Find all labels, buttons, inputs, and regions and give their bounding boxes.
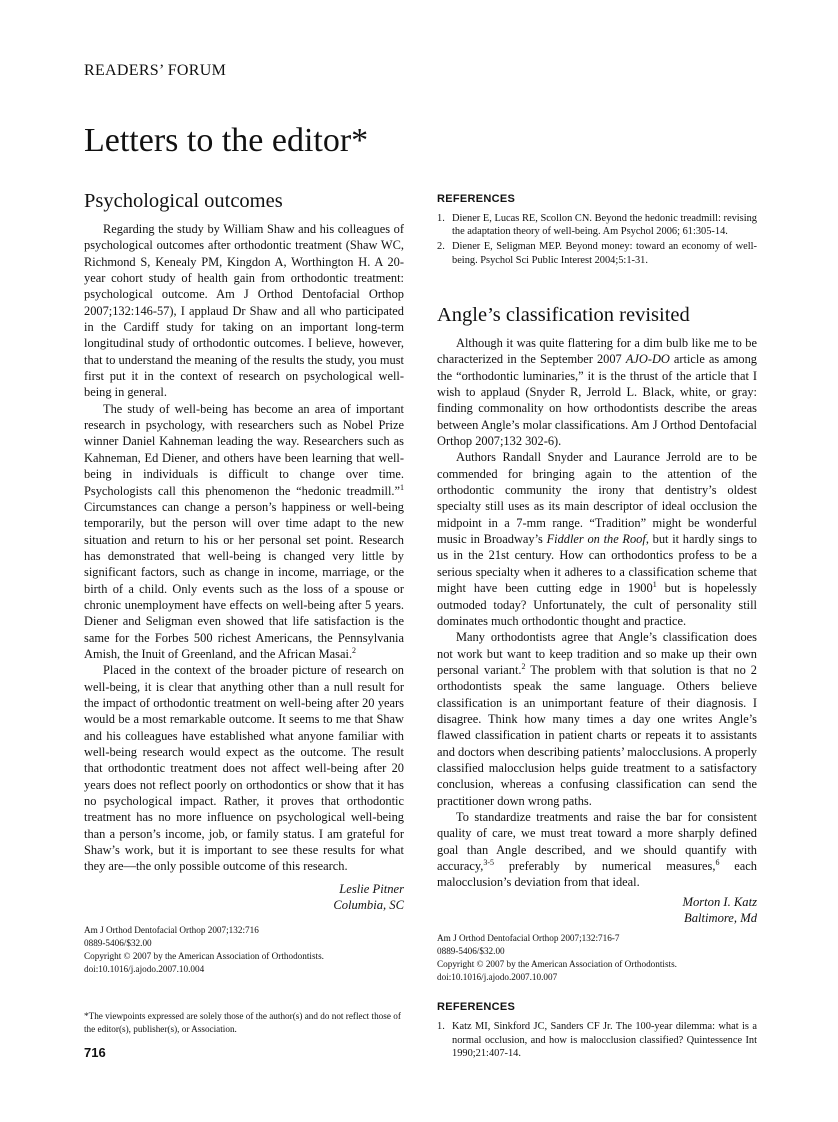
references-list xyxy=(437,212,757,267)
letter-angles-classification xyxy=(437,304,757,1062)
paragraph xyxy=(437,335,757,449)
reference-text: Diener E, Lucas RE, Scollon CN. Beyond the hedonic treadmill: revising the adaptation theory of well-being. Am Psychol 2006; 61:305-14. xyxy=(452,213,757,238)
text-run: Circumstances can change a person’s happiness or well-being temporarily, but the person will over time adapt to the new situation and return to his or her personal set point. Research has demonstrated that well-being is changed very little by significant factors, such as change in income, marriage, or the birth of a child. Only events such as the loss of a spouse or chronic unemployment have effects on well-being after 5 years. Diener and Seligman even showed that life satisfaction is the same for the Forbes 500 richest Americans, the Pennsylvania Amish, the Inuit of Greenland, and the African Masai. xyxy=(84,499,404,661)
text-run: article as among the “orthodontic luminaries,” it is the thrust of the article that I wish to applaud (Snyder R, Jerrold L. Black, white, or gray: finding commonality on how orthodontists describe the areas between Angle’s molar classifications. Am J Orthod Dentofacial Orthop 2007;132 302-6). xyxy=(437,352,757,449)
footnote: *The viewpoints expressed are solely those of the author(s) and do not reflect those of the editor(s), publisher(s), or Association. xyxy=(84,1011,401,1034)
page-title: Letters to the editor* xyxy=(84,122,369,159)
author-name: Leslie Pitner xyxy=(339,881,404,896)
reference-number: 2. xyxy=(437,241,445,253)
letter-body xyxy=(437,335,757,891)
citation-line: doi:10.1016/j.ajodo.2007.10.007 xyxy=(437,971,558,982)
text-run: Regarding the study by William Shaw and his colleagues of psychological outcomes after orthodontic treatment (Shaw WC, Richmond S, Kenealy PM, Kingdon A, Worthington H. A 20-year cohort study of health gain from orthodontic treatment: psychological outcome. Am J Orthod Dentofacial Orthop 2007;132:146-57), I applaud Dr Shaw and all who participated in the Cardiff study for taking on an important long-term longitudinal study of orthodontic outcomes. I believe, however, that to understand the meaning of the results the study, you must first put it in the context of research on psychological well-being in general. xyxy=(84,222,404,400)
reference-text: Diener E, Seligman MEP. Beyond money: toward an economy of well-being. Psychol Sci Public Interest 2004;5:1-31. xyxy=(452,241,757,266)
author-location: Columbia, SC xyxy=(333,898,404,913)
citation-line: Copyright © 2007 by the American Association of Orthodontists. xyxy=(437,958,677,969)
reference-number: 1. xyxy=(437,213,445,224)
reference-marker: 2 xyxy=(521,661,526,671)
text-run: Many orthodontists agree that Angle’s classification does not work but want to keep tradition and so make up their own personal variant. xyxy=(437,630,757,677)
reference-number: 1. xyxy=(437,1021,445,1033)
letter-psychological-outcomes xyxy=(84,190,404,976)
citation-block xyxy=(84,924,404,975)
paragraph xyxy=(84,221,404,401)
citation-line: Am J Orthod Dentofacial Orthop 2007;132:716-7 xyxy=(437,933,620,944)
text-run: The study of well-being has become an area of important research in psychology, with researchers such as Nobel Prize winner Daniel Kahneman leading the way. Researchers such as Kahneman, Ed Diener, and others have been learning that well-being in individuals is difficult to change over time. Psychologists call this phenomenon the “hedonic treadmill.” xyxy=(84,401,404,498)
text-run: Authors Randall Snyder and Laurance Jerrold are to be commended for bringing again to the attention of the orthodontic community the irony that dentistry’s oldest specialty still uses as its main descriptor of ideal occlusion the midpoint in a 7-mm range. “Tradition” might be wonderful music in Broadway’s xyxy=(437,450,757,547)
paragraph xyxy=(84,401,404,663)
italic-title: Fiddler on the Roof xyxy=(546,532,646,547)
reference-marker: 2 xyxy=(352,645,357,655)
reference-item xyxy=(437,212,757,238)
reference-marker: 1 xyxy=(652,580,657,590)
reference-marker: 6 xyxy=(715,858,720,867)
reference-text: Katz MI, Sinkford JC, Sanders CF Jr. The 100-year dilemma: what is a normal occlusion, and how is malocclusion classified? Quintessence Int 1990;21:407-14. xyxy=(452,1021,757,1059)
citation-line: 0889-5406/$32.00 xyxy=(437,946,505,957)
text-run: each malocclusion’s deviation from that ideal. xyxy=(437,859,757,890)
letter-body xyxy=(84,221,404,875)
reference-item xyxy=(437,1020,757,1060)
section-label: READERS’ FORUM xyxy=(84,62,227,79)
text-run: Although it was quite flattering for a dim bulb like me to be characterized in the September 2007 xyxy=(437,336,757,367)
author-location: Baltimore, Md xyxy=(684,910,757,925)
paragraph xyxy=(437,809,757,891)
reference-marker: 3-5 xyxy=(483,858,494,867)
italic-title: AJO-DO xyxy=(625,352,670,367)
paragraph xyxy=(437,629,757,809)
text-run: To standardize treatments and raise the bar for consistent quality of care, we must treat toward a more sharply defined goal than Angle described, and we should quantify with accuracy, xyxy=(437,809,757,873)
text-run: preferably by numerical measures, xyxy=(493,859,716,873)
letter-heading: Angle’s classification revisited xyxy=(437,304,690,326)
paragraph xyxy=(84,662,404,874)
citation-line: Am J Orthod Dentofacial Orthop 2007;132:716 xyxy=(84,925,259,936)
citation-line: doi:10.1016/j.ajodo.2007.10.004 xyxy=(84,963,205,974)
letter-heading: Psychological outcomes xyxy=(84,190,283,212)
references-heading: REFERENCES xyxy=(437,1001,516,1014)
references-list xyxy=(437,1020,757,1060)
text-run: , but it hardly sings to us in the 21st century. How can orthodontics profess to be a serious specialty when it adheres to a classification scheme that might have been cutting edge in 1900 xyxy=(437,532,757,596)
reference-item xyxy=(437,240,757,266)
citation-line: 0889-5406/$32.00 xyxy=(84,938,152,949)
reference-marker: 1 xyxy=(400,482,404,492)
author-name: Morton I. Katz xyxy=(682,894,757,909)
text-run: but is hopelessly outmoded today? Unfortunately, the cult of personality still dominates much orthodontic thought and practice. xyxy=(437,581,757,628)
references-heading: REFERENCES xyxy=(437,193,516,205)
citation-line: Copyright © 2007 by the American Association of Orthodontists. xyxy=(84,950,324,961)
citation-block xyxy=(437,932,757,983)
letter1-references xyxy=(437,193,757,269)
page-number: 716 xyxy=(84,1045,106,1060)
text-run: Placed in the context of the broader picture of research on well-being, it is clear that anything other than a null result for the impact of orthodontic treatment on well-being after 20 years would be a most remarkable outcome. It seems to me that Shaw and his colleagues have established what anyone familiar with well-being research would expect as the outcome. The result that orthodontic treatment does not affect well-being after 20 years does not reflect poorly on orthodontics or show that it has no psychological impact. Rather, it proves that orthodontic treatment has no more influence on psychological well-being than a person’s income, job, or family status. I am grateful for Shaw’s work, but it is important to see these results for what they are—the only possible outcome of this research. xyxy=(84,663,404,874)
text-run: The problem with that solution is that no 2 orthodontists speak the same language. Others believe classification is an unimportant feature of their diagnosis. I disagree. Think how many times a day one writes Angle’s flawed classification in patient charts or repeats it to assistants and doctors when describing patients’ malocclusions. A properly classified malocclusion helps guide treatment to a satisfactory conclusion, whereas a confusing classification can send the practitioner down wrong paths. xyxy=(437,662,757,808)
paragraph xyxy=(437,449,757,629)
